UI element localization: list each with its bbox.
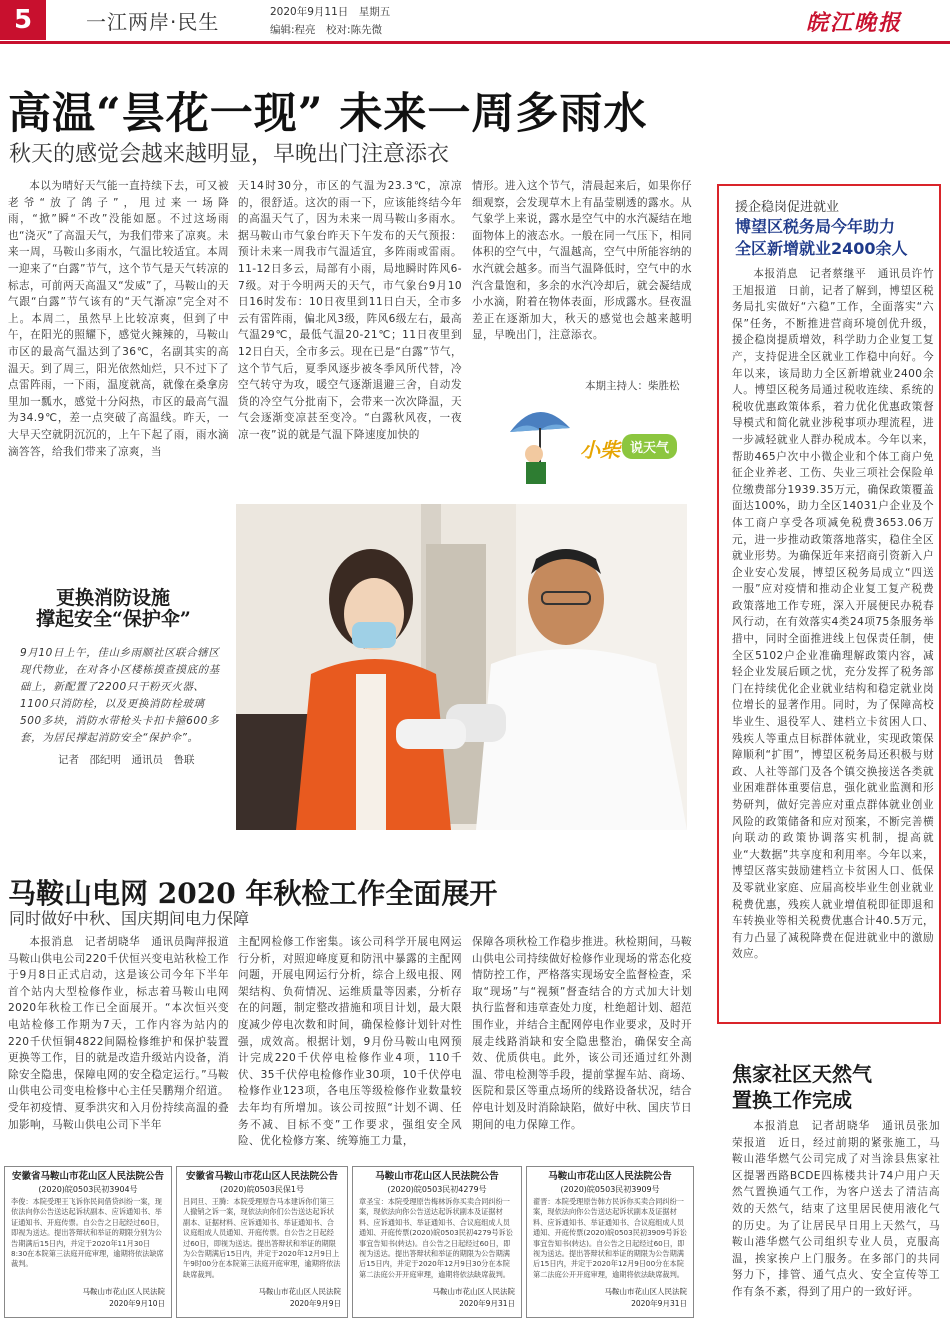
court-notice-2: 安徽省马鞍山市花山区人民法院公告 (2020)皖0503民保1号 吕同旦、王腾：本院受理原告马本建诉你们第三人撤销之诉一案，现依法向你们公告送达起诉状副本、证据材料、应诉通知书、举证通知书、合议庭组成人员通知、开庭传票。自公告之日起经过60日，即视为送达。提出答辩状和举证的期限为公告期满后15日内，并定于2020年12月9日上午9时00分在本院第三法庭开庭审理，逾期将依法缺席裁判。 马鞍山市花山区人民法院 2020年9月9日 (176, 1166, 348, 1318)
grid-column-1: 本报消息 记者胡晓华 通讯员陶萍报道 马鞍山供电公司220千伏恒兴变电站秋检工作于9月8日正式启动，这是该公司今年下半年首个站内大型检修作业，标志着马鞍山电网2020年秋检工作已全面展开。“本次恒兴变电站检修工作期为7天，工作内容为站内的220千伏恒铜4822间隔检修维护和保护装置更换等工作，目的就是改造升级站内设备，消除安全隐患，保障电网的安全稳定运行。”马鞍山供电公司变电检修中心主任吴鹏翔介绍道。受年初疫情、夏季洪灾和入月份持续高温的叠加影响，马鞍山供电公司下半年 (8, 936, 240, 1131)
badge-label: 说天气 (622, 434, 677, 459)
date-line: 2020年9月11日 星期五 (270, 6, 391, 18)
photo-story-title-2: 撑起安全“保护伞” (36, 608, 191, 630)
gas-title-2: 置换工作完成 (732, 1088, 852, 1112)
lead-column-2: 天14时30分，市区的气温为23.3℃，凉凉的，很舒适。这次的雨一下，应该能终结今年的高温天气了，因为未来一周马鞍山多雨水。据马鞍山市气象台昨天下午发布的天气预报：预计未来一周我市气温适宜，多阵雨或雷雨。11-12日多云，局部有小雨，局地瞬时阵风6-7级。对于今明两天的天气，市气象台9月10日16时发布：10日夜里到11日白天，全市多云有雷阵雨，偏北风3级，阵风6级左右，最高气温29℃，最低气温20-21℃；11日夜里到12日白天，全市多云。现在已是“白露”节气，这个节气后，夏季风逐步被冬季风所代替，冷空气转守为攻，暖空气逐渐退避三舍，自动发货的冷空气分批南下，会带来一次次降温，天气会逐渐变凉甚至变冷。“白露秋风夜，一夜凉一夜”说的就是气温下降速度加快的 (238, 180, 462, 441)
court-notice-1: 安徽省马鞍山市花山区人民法院公告 (2020)皖0503民初3904号 李俊：本院受理王飞诉你民间借贷纠纷一案，现依法向你公告送达起诉状副本、应诉通知书、举证通知书、开庭传票。自公告之日起经过60日，即视为送达。提出答辩状和举证的期限分别为公告期满后15日内，并定于2020年11月30日8:30在本院第三法庭开庭审理，逾期将依法缺席裁判。 马鞍山市花山区人民法院 2020年9月10日 (4, 1166, 172, 1318)
grid-column-3: 保障各项秋检工作稳步推进。秋检期间，马鞍山供电公司持续做好检修作业现场的常态化疫情防控工作，严格落实现场安全监督检查，采取“现场”与“视频”督查结合的方式加大计划执行监督和违章查处力度，杜绝超计划、超范围作业，并结合主配网停电作业要求，及时开展走线路消缺和安全隐患整治，确保安全高效、优质供电。此外，该公司还通过红外测温、带电检测等手段，提前掌握车站、商场、医院和景区等重点场所的线路设备状况，结合停电计划及时消除缺陷，做好中秋、国庆节日期间的电力保障工作。 (472, 936, 692, 1131)
grid-subtitle: 同时做好中秋、国庆期间电力保障 (9, 909, 250, 928)
badge-prefix: 小柴 (580, 438, 620, 462)
court-notice-4: 马鞍山市花山区人民法院公告 (2020)皖0503民初3909号 翟晋：本院受理原告韩方民诉你买卖合同纠纷一案，现依法向你公告送达起诉状副本及证据材料、应诉通知书、举证通知书、合议庭组成人员通知、开庭传票(2020)皖0503民初3909号诉讼事宜告知书(转达)。自公告之日起经过60日，即视为送达。提出答辩状和举证的期限为公告期满后15日内，并定于2020年12月9日00分在本院第二法庭公开开庭审理，逾期将依法缺席裁判。 马鞍山市花山区人民法院 2020年9月31日 (526, 1166, 694, 1318)
gas-title-1: 焦家社区天然气 (732, 1062, 872, 1086)
paper-logo: 皖江晚报 (806, 11, 903, 36)
news-photo (236, 504, 687, 830)
lead-title: 高温“昙花一现” 未来一周多雨水 (8, 89, 648, 139)
grid-column-2: 主配网检修工作密集。该公司科学开展电网运行分析，对照迎峰度夏和防汛中暴露的主配网问题，开展电网运行分析，综合上级电报、网架结构、负荷情况、运维质量等因素，分析存在的问题，制定整改措施和项目计划，最大限度减少停电次数和时间，确保检修计划针对性强，成效高。根据计划，9月份马鞍山电网预计完成220千伏停电检修作业4项，110千伏、35千伏停电检修作业30项，10千伏停电检修作业123项，各电压等级检修作业数量较去年均有所增加。该公司按照“计划不调、任务不减、目标不变”工作要求，强组安全风险、优化检修方案、统筹施工力量， (238, 936, 462, 1148)
page-number: 5 (0, 0, 46, 40)
lead-byline: 本期主持人：柴胜松 (585, 380, 680, 392)
gas-text: 本报消息 记者胡晓华 通讯员张加荣报道 近日，经过前期的紧张施工，马鞍山港华燃气公司完成了对当涂县焦家社区提署西路BCDE四栋楼共计74户用户天然气置换通气工作，为客户送去了清洁高效的天然气，结束了这里居民使用液化气的历史。为了让居民早日用上天然气，马鞍山港华燃气公司组织专业人员，克服高温，挨家挨户上门服务。在多部门的共同努力下，排管、通气点火、安全宣传等工作有条不紊，得到了用户的一致好评。 (732, 1120, 940, 1298)
grid-title: 马鞍山电网 2020 年秋检工作全面展开 (8, 877, 498, 910)
weather-badge (500, 398, 690, 488)
sidebar-title-1: 博望区税务局今年助力 (735, 217, 896, 236)
header-rule (0, 41, 950, 44)
photo-illustration (236, 504, 687, 830)
photo-story-title-1: 更换消防设施 (56, 587, 171, 609)
photo-story-caption: 9月10日上午，佳山乡雨顺社区联合辖区现代物业，在对各小区楼栋摸查摸底的基础上，新配置了2200只干粉灭火器、1100只消防栓，以及更换消防栓玻璃500多块，消防水带枪头卡扣卡箍600多套，为居民撑起消防安全“保护伞”。 (20, 647, 220, 744)
lead-subtitle: 秋天的感觉会越来越明显，早晚出门注意添衣 (9, 142, 450, 167)
lead-column-3: 情形。进入这个节气，清晨起来后，如果你仔细观察，会发现草木上有晶莹剔透的露水。从气象学上来说，露水是空气中的水汽凝结在地面物体上的液态水。一般在同一气压下，相同体积的空气中，气温越高，空气中所能容纳的水汽就会越多。而当气温降低时，空气中的水汽含量饱和，多余的水汽冷却后，就会凝结成小水滴，附着在物体表面，形成露水。昼夜温差正在逐渐加大，秋天的感觉也会越来越明显，早晚出门，注意添衣。 (472, 180, 692, 342)
umbrella-icon (500, 398, 590, 488)
sidebar-text: 本报消息 记者蔡继平 通讯员许竹 王旭报道 日前，记者了解到，博望区税务局扎实做好“六稳”工作，全面落实“六保”任务，不断推进营商环境创优升级，援企稳岗提质增效，科学助力企业复工复产，支持促进全区就业工作稳中向好。今年以来，该局助力全区新增就业2400余人。博望区税务局通过税收连续、系统的税收优惠政策体系，着力优化优惠政策督导模式和简化就业涉税事项办理流程，进一步减轻就业人群办税成本。今年以来，帮助465户次中小微企业和个体工商户免征企业养老、工伤、失业三项社会保险单位缴费部分1939.35万元，确保政策覆盖面达100%，助力全区14031户企业及个体工商户享受各项减免税费3653.06万元，进一步推动政策落地落实，稳住全区就业形势。为确保近年来招商引资新入户企业安心发展，博望区税务局成立“四送一服”应对疫情和推动企业复工复产税费政策落地工作专班，深入开展便民办税春风行动，在有效落实4类24项75条服务举措中，同时全面推进线上包保责任制，使全区5102户企业准确理解政策内容，减轻企业发展后顾之忧，充分发挥了税务部门在持续优化企业就业结构和稳定就业岗位增长的显著作用。同时，为了保障高校毕业生、退役军人、建档立卡贫困人口、残疾人等重点目标群体就业，实现政策保障顺利“扩围”，博望区税务局还积极与财政、人社等部门及各个镇交换接送各类就业困难群体重要信息，强化就业监测和形势研判，做好完善应对重点群体就业创业风险的政策储备和应对预案，不断完善横向联动的政策协调落实机制，提高就业“大数据”共享度和利用率。今年以来，博望区落实鼓励建档立卡贫困人口、低保及零就业家庭、应届高校毕业生创业就业税费优惠，残疾人就业增值税即征即退和车转换业等相关税费优惠合计40.5万元，有力凸显了减税降费在促进就业中的激励效应。 (732, 268, 945, 961)
court-notice-3: 马鞍山市花山区人民法院公告 (2020)皖0503民初4279号 章圣宝：本院受理原告梅林诉你买卖合同纠纷一案，现依法向你公告送达起诉状副本及证据材料、应诉通知书、举证通知书、合议庭组成人员通知、开庭传票(2020)皖0503民初4279号诉讼事宜告知书(转达)。自公告之日起经过60日，即视为送达。提出答辩状和举证的期限为公告期满后15日内，并定于2020年12月9日30分在本院第二法庭公开开庭审理，逾期将依法缺席裁判。 马鞍山市花山区人民法院 2020年9月31日 (352, 1166, 522, 1318)
photo-story-credit: 记者 邵纪明 通讯员 鲁联 (58, 754, 195, 766)
sidebar-kicker: 援企稳岗促进就业 (735, 200, 840, 215)
lead-column-1: 本以为晴好天气能一直持续下去，可又被老爷“放了鸽子”，甩过来一场降雨，“掀”瞬“不改”没能如愿。不过这场雨也“浇灭”了高温天气，为我们带来了凉爽。未来一周，马鞍山多雨水，气温比较适宜。本周一迎来了“白露”节气，这个节气是天气转凉的标志，可前两天高温又“发威”了，马鞍山的天气跟“白露”节气该有的“天气渐凉”完全对不上。本周二，虽然早上比较凉爽，但到了中午，在阳光的照耀下，感觉火辣辣的，马鞍山市区的最高气温达到了36℃，名副其实的高温天。到了周三，阳光依然灿烂，只不过下了点雷阵雨，一下雨，温度就高，就像在桑拿房里加一瓢水，感觉十分闷热，市区的最高气温为34.9℃，差一点突破了高温线。昨天，一大早天空就阴沉沉的，上午下起了雨，雨水滴滴答答，给我们带来了凉爽，当 (8, 180, 229, 458)
section-name: 一江两岸·民生 (86, 10, 220, 34)
sidebar-title-2: 全区新增就业2400余人 (735, 239, 908, 258)
editor-line: 编辑:程亮 校对:陈先微 (270, 24, 383, 36)
